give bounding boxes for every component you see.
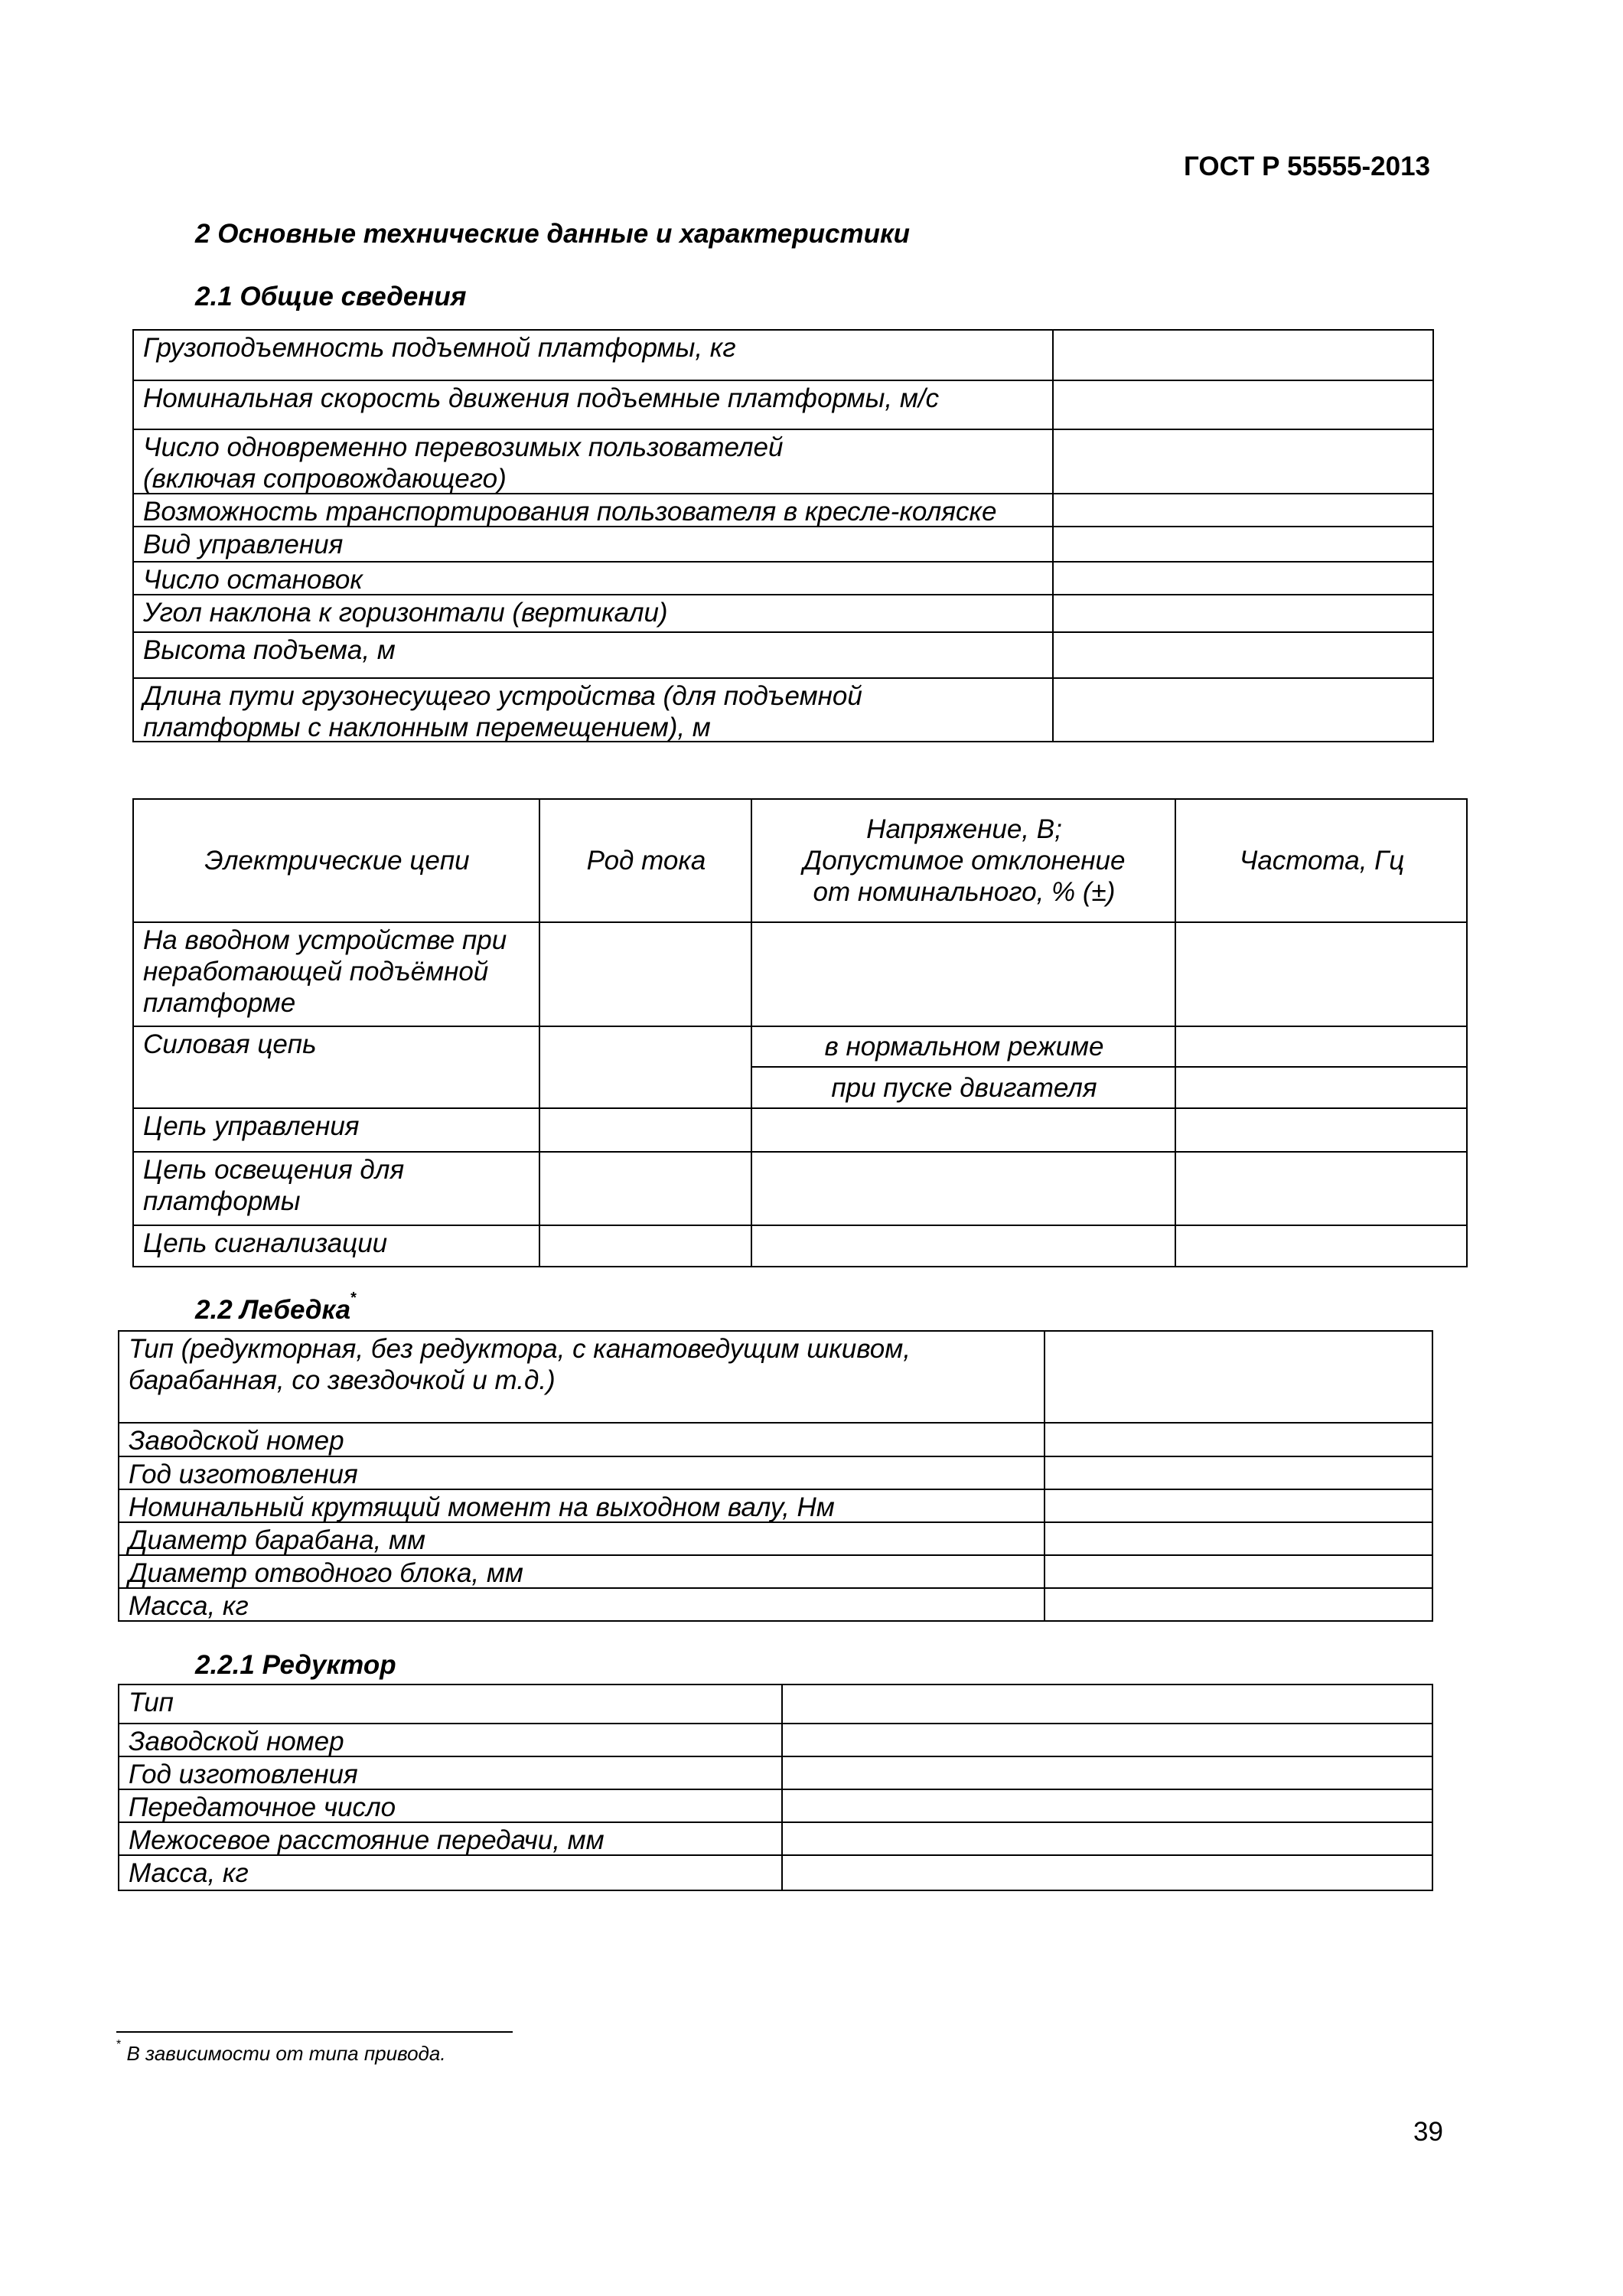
header-frequency: Частота, Гц: [1176, 800, 1466, 923]
value-cell: [1054, 679, 1432, 741]
table-row: Диаметр барабана, мм: [119, 1523, 1045, 1556]
value-cell: [1045, 1424, 1432, 1457]
value-cell: [783, 1823, 1432, 1856]
reducer-table: [118, 1684, 1433, 1891]
header-voltage: Напряжение, В; Допустимое отклонение от номинального, % (±): [752, 800, 1176, 923]
table-row: Угол наклона к горизонтали (вертикали): [134, 595, 1054, 633]
table-row: Заводской номер: [119, 1424, 1045, 1457]
value-cell: [1045, 1457, 1432, 1490]
section-2-2-1-title: 2.2.1 Редуктор: [195, 1650, 396, 1680]
table-row: Число одновременно перевозимых пользователей (включая сопровождающего): [134, 430, 1054, 494]
value-cell: [752, 1153, 1176, 1226]
value-cell: [1176, 1027, 1466, 1068]
normal-mode-label: в нормальном режиме: [752, 1027, 1176, 1068]
value-cell: [1045, 1332, 1432, 1424]
table-row: Заводской номер: [119, 1724, 783, 1757]
motor-start-label: при пуске двигателя: [752, 1068, 1176, 1109]
general-info-table: [132, 329, 1434, 742]
row-control-circuit: Цепь управления: [134, 1109, 540, 1153]
table-row: Год изготовления: [119, 1457, 1045, 1490]
table-row: Диаметр отводного блока, мм: [119, 1556, 1045, 1589]
section-2-title: 2 Основные технические данные и характеристики: [195, 219, 911, 249]
table-row: Длина пути грузонесущего устройства (для подъемной платформы с наклонным перемещением), м: [134, 679, 1054, 741]
table-row: Год изготовления: [119, 1757, 783, 1790]
value-cell: [540, 923, 752, 1027]
value-cell: [1054, 633, 1432, 679]
value-cell: [1176, 1226, 1466, 1266]
value-cell: [540, 1153, 752, 1226]
value-cell: [783, 1724, 1432, 1757]
value-cell: [1054, 494, 1432, 527]
winch-table: [118, 1330, 1433, 1622]
table-row: Номинальный крутящий момент на выходном валу, Нм: [119, 1490, 1045, 1523]
value-cell: [1045, 1556, 1432, 1589]
page-number: 39: [1413, 2117, 1443, 2147]
value-cell: [1054, 563, 1432, 595]
value-cell: [783, 1790, 1432, 1823]
table-row: Номинальная скорость движения подъемные платформы, м/с: [134, 381, 1054, 430]
electrical-circuits-table: [132, 798, 1468, 1267]
table-row: Вид управления: [134, 527, 1054, 563]
value-cell: [1176, 923, 1466, 1027]
value-cell: [752, 923, 1176, 1027]
table-row: Число остановок: [134, 563, 1054, 595]
table-row: Передаточное число: [119, 1790, 783, 1823]
footnote-mark: *: [116, 2038, 122, 2052]
value-cell: [1176, 1109, 1466, 1153]
value-cell: [1054, 331, 1432, 381]
value-cell: [752, 1226, 1176, 1266]
value-cell: [783, 1685, 1432, 1724]
standard-number: ГОСТ Р 55555-2013: [1184, 152, 1431, 181]
value-cell: [540, 1226, 752, 1266]
table-row: Межосевое расстояние передачи, мм: [119, 1823, 783, 1856]
table-row: Высота подъема, м: [134, 633, 1054, 679]
row-signaling-circuit: Цепь сигнализации: [134, 1226, 540, 1266]
value-cell: [1176, 1068, 1466, 1109]
row-power-circuit: Силовая цепь: [134, 1027, 540, 1109]
table-row: Грузоподъемность подъемной платформы, кг: [134, 331, 1054, 381]
value-cell: [1054, 595, 1432, 633]
footnote-text: В зависимости от типа привода.: [126, 2042, 446, 2065]
value-cell: [1045, 1523, 1432, 1556]
row-lighting-circuit: Цепь освещения для платформы: [134, 1153, 540, 1226]
value-cell: [783, 1856, 1432, 1890]
row-input-device: На вводном устройстве при неработающей подъёмной платформе: [134, 923, 540, 1027]
value-cell: [1045, 1589, 1432, 1620]
header-current-type: Род тока: [540, 800, 752, 923]
table-row: Масса, кг: [119, 1589, 1045, 1620]
value-cell: [1045, 1490, 1432, 1523]
table-row: Возможность транспортирования пользователя в кресле-коляске: [134, 494, 1054, 527]
value-cell: [783, 1757, 1432, 1790]
footnote: [116, 2038, 446, 2066]
value-cell: [1054, 527, 1432, 563]
section-2-1-title: 2.1 Общие сведения: [195, 282, 467, 311]
section-2-2-title: 2.2 Лебедка*: [195, 1290, 357, 1325]
value-cell: [540, 1027, 752, 1109]
value-cell: [1176, 1153, 1466, 1226]
value-cell: [540, 1109, 752, 1153]
table-row: Тип (редукторная, без редуктора, с канатоведущим шкивом, барабанная, со звездочкой и т.д.): [119, 1332, 1045, 1424]
footnote-mark: *: [350, 1290, 357, 1307]
table-row: Тип: [119, 1685, 783, 1724]
value-cell: [1054, 381, 1432, 430]
value-cell: [752, 1109, 1176, 1153]
footnote-separator: [116, 2031, 513, 2033]
header-circuits: Электрические цепи: [134, 800, 540, 923]
value-cell: [1054, 430, 1432, 494]
table-row: Масса, кг: [119, 1856, 783, 1890]
